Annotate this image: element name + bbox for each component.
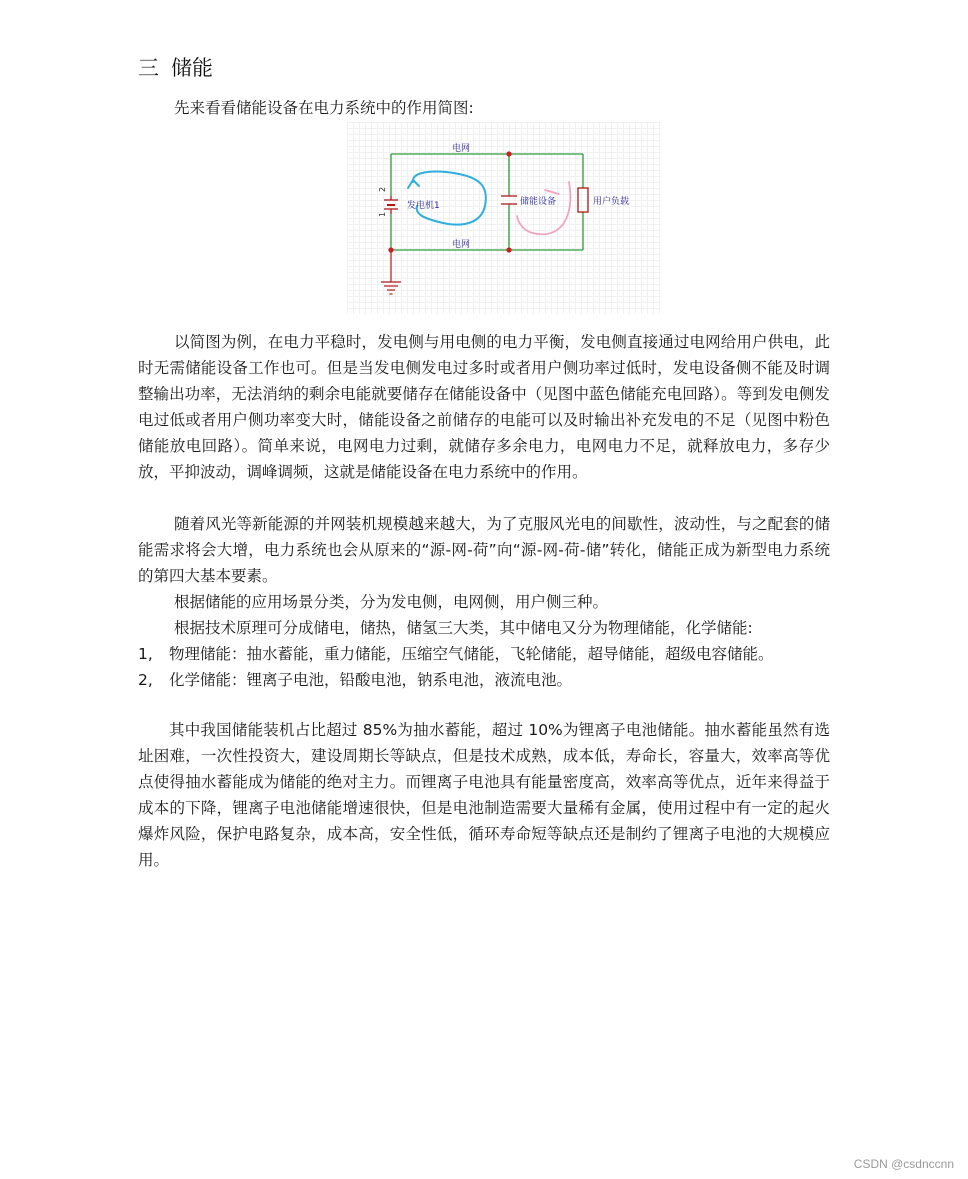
discharge-loop-head — [545, 190, 559, 194]
section-heading — [138, 54, 213, 82]
list-item-chemical-storage — [138, 667, 572, 693]
paragraph-china-installed-capacity: 其中我国储能装机占比超过 85%为抽水蓄能，超过 10%为锂离子电池储能。抽水蓄能虽然有选址困难，一次性投资大，建设周期长等缺点，但是技术成熟，成本低，寿命长，容量大，效率高等优点使得抽水蓄能成为储能的绝对主力。而锂离子电池具有能量密度高，效率高等优点，近年来得益于成本的下降，锂离子电池储能增速很快，但是电池制造需要大量稀有金属，使用过程中有一定的起火爆炸风险，保护电路复杂，成本高，安全性低，循环寿命短等缺点还是制约了锂离子电池的大规模应用。 — [138, 721, 830, 869]
paragraph-technical-principles: 根据技术原理可分成储电，储热，储氢三大类，其中储电又分为物理储能，化学储能: — [174, 619, 753, 637]
resistor-symbol — [578, 188, 588, 212]
list-item-physical-storage — [138, 641, 774, 667]
paragraph-role-of-storage: 以简图为例，在电力平稳时，发电侧与用电侧的电力平衡，发电侧直接通过电网给用户供电，此时无需储能设备工作也可。但是当发电侧发电过多时或者用户侧功率过低时，发电设备侧不能及时调整输出功率，无法消纳的剩余电能就要储存在储能设备中（见图中蓝色储能充电回路）。等到发电侧发电过低或者用户侧功率变大时，储能设备之前储存的电能可以及时输出补充发电的不足（见图中粉色储能放电回路）。简单来说，电网电力过剩，就储存多余电力，电网电力不足，就释放电力，多存少放，平抑波动，调峰调频，这就是储能设备在电力系统中的作用。 — [138, 333, 830, 481]
paragraph-new-energy: 随着风光等新能源的并网装机规模越来越大，为了克服风光电的间歇性，波动性，与之配套的储能需求将会大增，电力系统也会从原来的“源-网-荷”向“源-网-荷-储”转化，储能正成为新型电力系统的第四大基本要素。 — [138, 515, 830, 585]
storage-label: 储能设备 — [520, 197, 557, 207]
list-marker: 1, — [138, 645, 153, 663]
circuit-diagram — [347, 122, 661, 314]
capacitor-symbol — [501, 196, 517, 204]
circuit-svg — [347, 122, 661, 314]
generator-label: 发电机1 — [407, 201, 440, 211]
discharge-loop — [517, 182, 570, 234]
paragraph-application-scenarios: 根据储能的应用场景分类，分为发电侧，电网侧，用户侧三种。 — [174, 593, 609, 611]
load-label: 用户负载 — [593, 197, 630, 207]
list-item-text: 化学储能：锂离子电池，铅酸电池，钠系电池，液流电池。 — [169, 671, 573, 689]
section-title: 储能 — [171, 56, 213, 80]
section-number: 三 — [138, 56, 159, 80]
grid-label-bottom: 电网 — [452, 240, 471, 250]
intro-paragraph: 先来看看储能设备在电力系统中的作用简图: — [174, 99, 474, 117]
battery-symbol — [384, 196, 398, 214]
battery-pin-top: 2 — [378, 186, 387, 192]
footer-credit: CSDN @csdnccnn — [853, 1157, 954, 1171]
list-item-text: 物理储能：抽水蓄能，重力储能，压缩空气储能，飞轮储能，超导储能，超级电容储能。 — [169, 645, 774, 663]
battery-pin-bottom: 1 — [378, 211, 387, 217]
charge-loop — [413, 172, 486, 225]
grid-label-top: 电网 — [452, 144, 471, 154]
list-marker: 2, — [138, 671, 153, 689]
ground-symbol — [381, 250, 401, 294]
charge-loop-arrow — [408, 180, 419, 188]
